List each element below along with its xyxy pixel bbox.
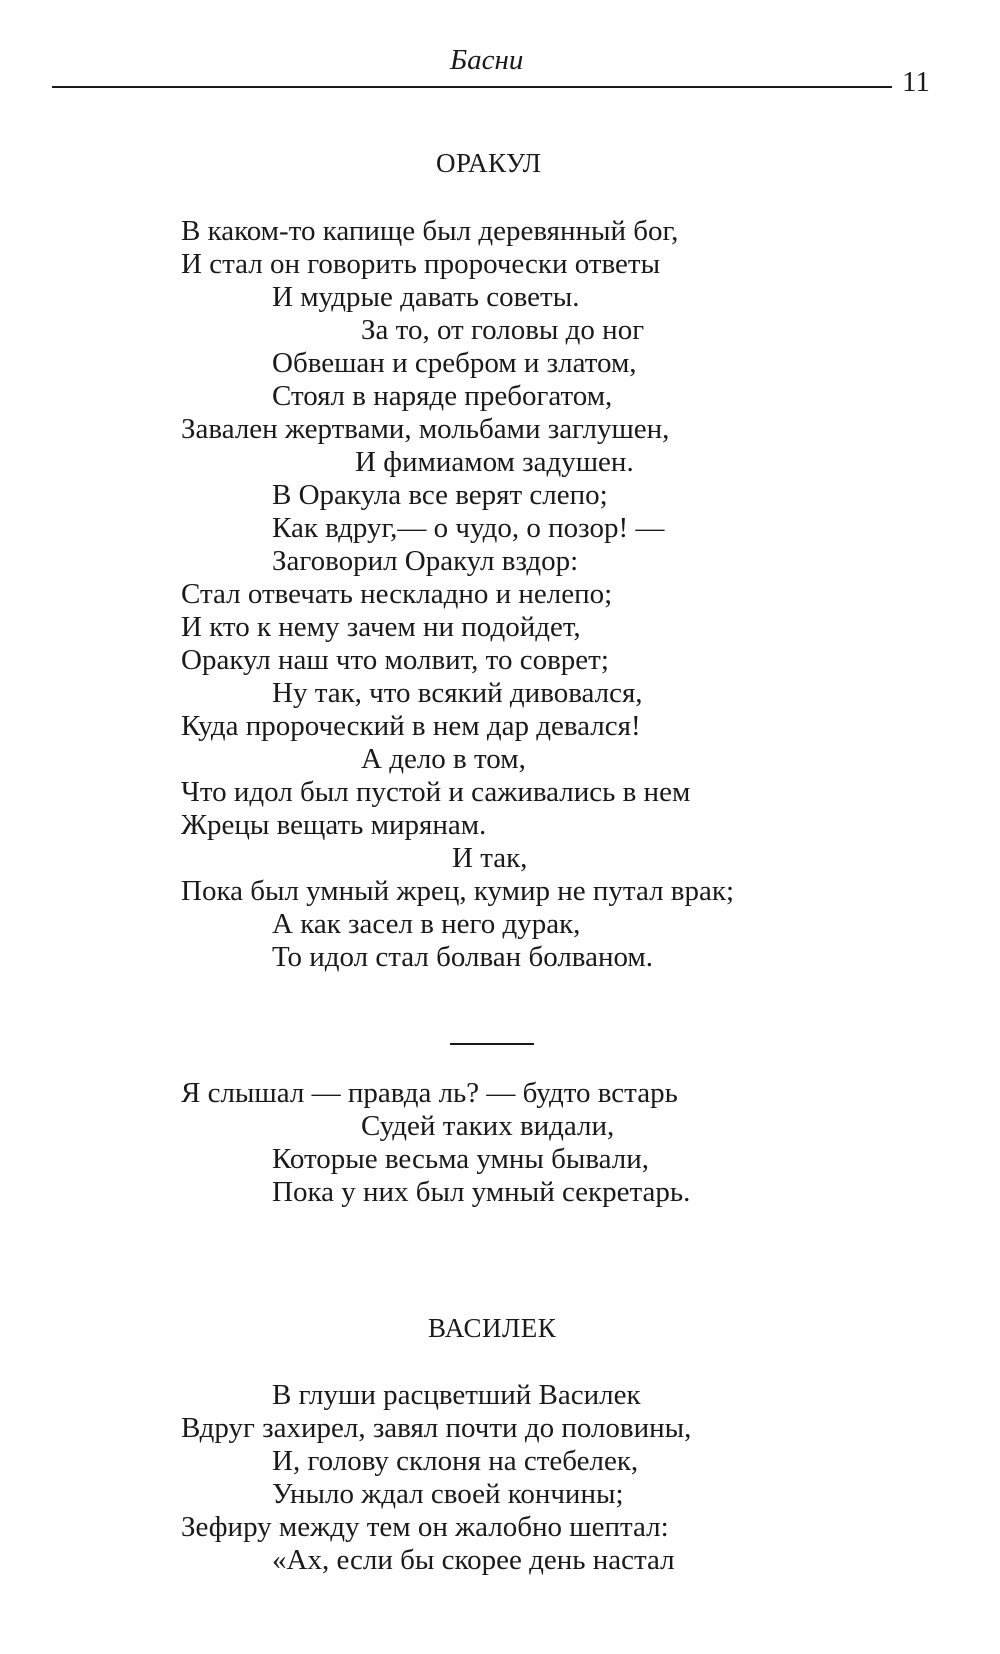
section-separator-rule <box>450 1043 534 1045</box>
poem-line: Судей таких видали, <box>361 1110 615 1142</box>
poem-line: В глуши расцветший Василек <box>272 1379 641 1411</box>
poem-line: Жрецы вещать мирянам. <box>181 809 487 841</box>
page-number: 11 <box>902 66 930 98</box>
poem-line: В Оракула все верят слепо; <box>272 479 608 511</box>
poem-line: «Ах, если бы скорее день настал <box>272 1544 675 1576</box>
poem-line: Стоял в наряде пребогатом, <box>272 380 613 412</box>
poem-line: Зефиру между тем он жалобно шептал: <box>181 1511 669 1543</box>
poem-line: И так, <box>452 842 528 874</box>
poem-line: Оракул наш что молвит, то соврет; <box>181 644 609 676</box>
poem-line: Обвешан и сребром и златом, <box>272 347 637 379</box>
poem-line: Ну так, что всякий дивовался, <box>272 677 643 709</box>
fable-title-vasilek: ВАСИЛЕК <box>428 1313 557 1343</box>
poem-line: И мудрые давать советы. <box>272 281 580 313</box>
poem-line: Пока у них был умный секретарь. <box>272 1176 691 1208</box>
poem-line: Заговорил Оракул вздор: <box>272 545 579 577</box>
poem-line: Пока был умный жрец, кумир не путал врак; <box>181 875 735 907</box>
poem-line: И фимиамом задушен. <box>355 446 634 478</box>
poem-line: И стал он говорить пророчески ответы <box>181 248 661 280</box>
poem-line: Куда пророческий в нем дар девался! <box>181 710 641 742</box>
poem-line: Я слышал — правда ль? — будто встарь <box>181 1077 678 1109</box>
fable-title-oracle: ОРАКУЛ <box>436 148 542 178</box>
poem-line: А дело в том, <box>361 743 526 775</box>
poem-line: За то, от головы до ног <box>361 314 645 346</box>
running-head-title: Басни <box>450 44 524 76</box>
header-rule <box>52 86 892 88</box>
poem-line: Вдруг захирел, завял почти до половины, <box>181 1412 692 1444</box>
poem-line: И кто к нему зачем ни подойдет, <box>181 611 581 643</box>
poem-line: Уныло ждал своей кончины; <box>272 1478 624 1510</box>
poem-line: Завален жертвами, мольбами заглушен, <box>181 413 670 445</box>
poem-line: Которые весьма умны бывали, <box>272 1143 650 1175</box>
poem-line: Как вдруг,— о чудо, о позор! — <box>272 512 665 544</box>
poem-line: Стал отвечать нескладно и нелепо; <box>181 578 613 610</box>
poem-line: И, голову склоня на стебелек, <box>272 1445 639 1477</box>
poem-line: В каком-то капище был деревянный бог, <box>181 215 679 247</box>
poem-line: А как засел в него дурак, <box>272 908 581 940</box>
poem-line: То идол стал болван болваном. <box>272 941 654 973</box>
poem-line: Что идол был пустой и саживались в нем <box>181 776 691 808</box>
